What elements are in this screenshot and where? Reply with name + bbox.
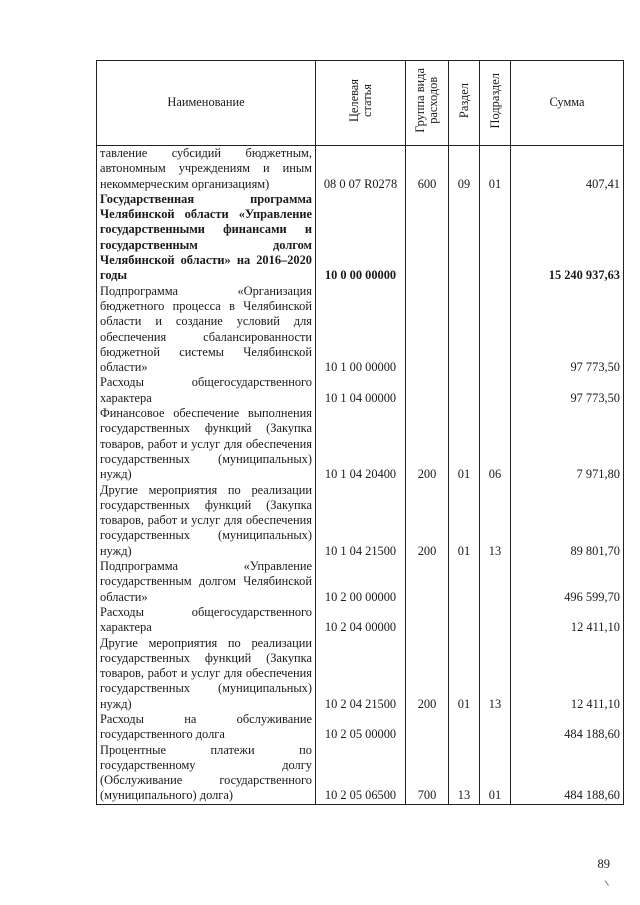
row-subsection: 06: [480, 406, 511, 482]
row-expense-group: [406, 559, 449, 605]
row-sum: 7 971,80: [511, 406, 624, 482]
row-name: Подпрограмма «Организация бюджетного процесса в Челябинской области и создание условий для обеспечения сбалансированности бюджетной системы Челябинской области»: [97, 284, 316, 376]
row-section: 01: [449, 406, 480, 482]
row-name: Другие мероприятия по реализации государственных функций (Закупка товаров, работ и услуг для обеспечения государственных (муниципальных) нужд): [97, 636, 316, 712]
row-expense-group: 200: [406, 406, 449, 482]
row-expense-group: 200: [406, 636, 449, 712]
row-name: Другие мероприятия по реализации государственных функций (Закупка товаров, работ и услуг для обеспечения государственных (муниципальных) нужд): [97, 483, 316, 559]
row-name: Расходы общегосударственного характера: [97, 605, 316, 636]
row-name: Процентные платежи по государственному долгу (Обслуживание государственного (муниципального) долга): [97, 743, 316, 805]
row-expense-group: 700: [406, 743, 449, 805]
row-sum: 12 411,10: [511, 636, 624, 712]
page-number: 89: [597, 857, 610, 871]
table-row: [97, 192, 624, 284]
header-sum: Сумма: [511, 61, 624, 146]
row-target-article: 10 2 00 00000: [316, 559, 406, 605]
row-subsection: 01: [480, 743, 511, 805]
row-sum: 484 188,60: [511, 743, 624, 805]
row-section: 13: [449, 743, 480, 805]
table-row: [97, 406, 624, 482]
row-expense-group: 200: [406, 483, 449, 559]
row-sum: 484 188,60: [511, 712, 624, 743]
table-row: [97, 375, 624, 406]
row-sum: 12 411,10: [511, 605, 624, 636]
row-subsection: [480, 192, 511, 284]
row-name: Расходы на обслуживание государственного долга: [97, 712, 316, 743]
header-expense-group: Группа вида расходов: [406, 61, 449, 146]
row-section: [449, 712, 480, 743]
header-name: Наименование: [97, 61, 316, 146]
row-target-article: 10 1 00 00000: [316, 284, 406, 376]
budget-table: [96, 60, 624, 805]
row-name: Государственная программа Челябинской области «Управление государственными финансами и государственным долгом Челябинской области» на 2016–2020 годы: [97, 192, 316, 284]
header-target-article: Целевая статья: [316, 61, 406, 146]
row-sum: 89 801,70: [511, 483, 624, 559]
row-subsection: [480, 605, 511, 636]
row-target-article: 10 0 00 00000: [316, 192, 406, 284]
row-section: [449, 559, 480, 605]
table-row: [97, 483, 624, 559]
row-expense-group: 600: [406, 146, 449, 192]
row-target-article: 10 2 05 06500: [316, 743, 406, 805]
row-sum: 97 773,50: [511, 284, 624, 376]
table-row: [97, 284, 624, 376]
row-expense-group: [406, 375, 449, 406]
row-target-article: 10 2 05 00000: [316, 712, 406, 743]
header-section: Раздел: [449, 61, 480, 146]
table-row: [97, 146, 624, 192]
table-row: [97, 559, 624, 605]
row-subsection: [480, 712, 511, 743]
row-target-article: 10 1 04 00000: [316, 375, 406, 406]
scan-mark: [605, 878, 613, 886]
row-subsection: 13: [480, 636, 511, 712]
table-row: [97, 743, 624, 805]
row-name: Финансовое обеспечение выполнения государственных функций (Закупка товаров, работ и услуг для обеспечения государственных (муниципальных) нужд): [97, 406, 316, 482]
row-section: [449, 192, 480, 284]
row-expense-group: [406, 605, 449, 636]
table-row: [97, 605, 624, 636]
table-row: [97, 636, 624, 712]
row-section: 01: [449, 636, 480, 712]
row-target-article: 10 2 04 00000: [316, 605, 406, 636]
row-expense-group: [406, 192, 449, 284]
table-row: [97, 712, 624, 743]
row-sum: 97 773,50: [511, 375, 624, 406]
row-target-article: 08 0 07 R0278: [316, 146, 406, 192]
row-name: тавление субсидий бюджетным, автономным учреждениям и иным некоммерческим организациям): [97, 146, 316, 192]
row-expense-group: [406, 284, 449, 376]
row-target-article: 10 2 04 21500: [316, 636, 406, 712]
row-expense-group: [406, 712, 449, 743]
row-target-article: 10 1 04 21500: [316, 483, 406, 559]
table-body: [97, 146, 624, 805]
row-section: 01: [449, 483, 480, 559]
row-name: Расходы общегосударственного характера: [97, 375, 316, 406]
row-subsection: [480, 375, 511, 406]
row-sum: 15 240 937,63: [511, 192, 624, 284]
row-subsection: [480, 559, 511, 605]
row-subsection: [480, 284, 511, 376]
row-target-article: 10 1 04 20400: [316, 406, 406, 482]
row-name: Подпрограмма «Управление государственным долгом Челябинской области»: [97, 559, 316, 605]
table-header: [97, 61, 624, 146]
row-section: [449, 605, 480, 636]
header-subsection: Подраздел: [480, 61, 511, 146]
row-sum: 496 599,70: [511, 559, 624, 605]
row-section: [449, 284, 480, 376]
row-section: [449, 375, 480, 406]
row-sum: 407,41: [511, 146, 624, 192]
row-subsection: 01: [480, 146, 511, 192]
row-subsection: 13: [480, 483, 511, 559]
row-section: 09: [449, 146, 480, 192]
